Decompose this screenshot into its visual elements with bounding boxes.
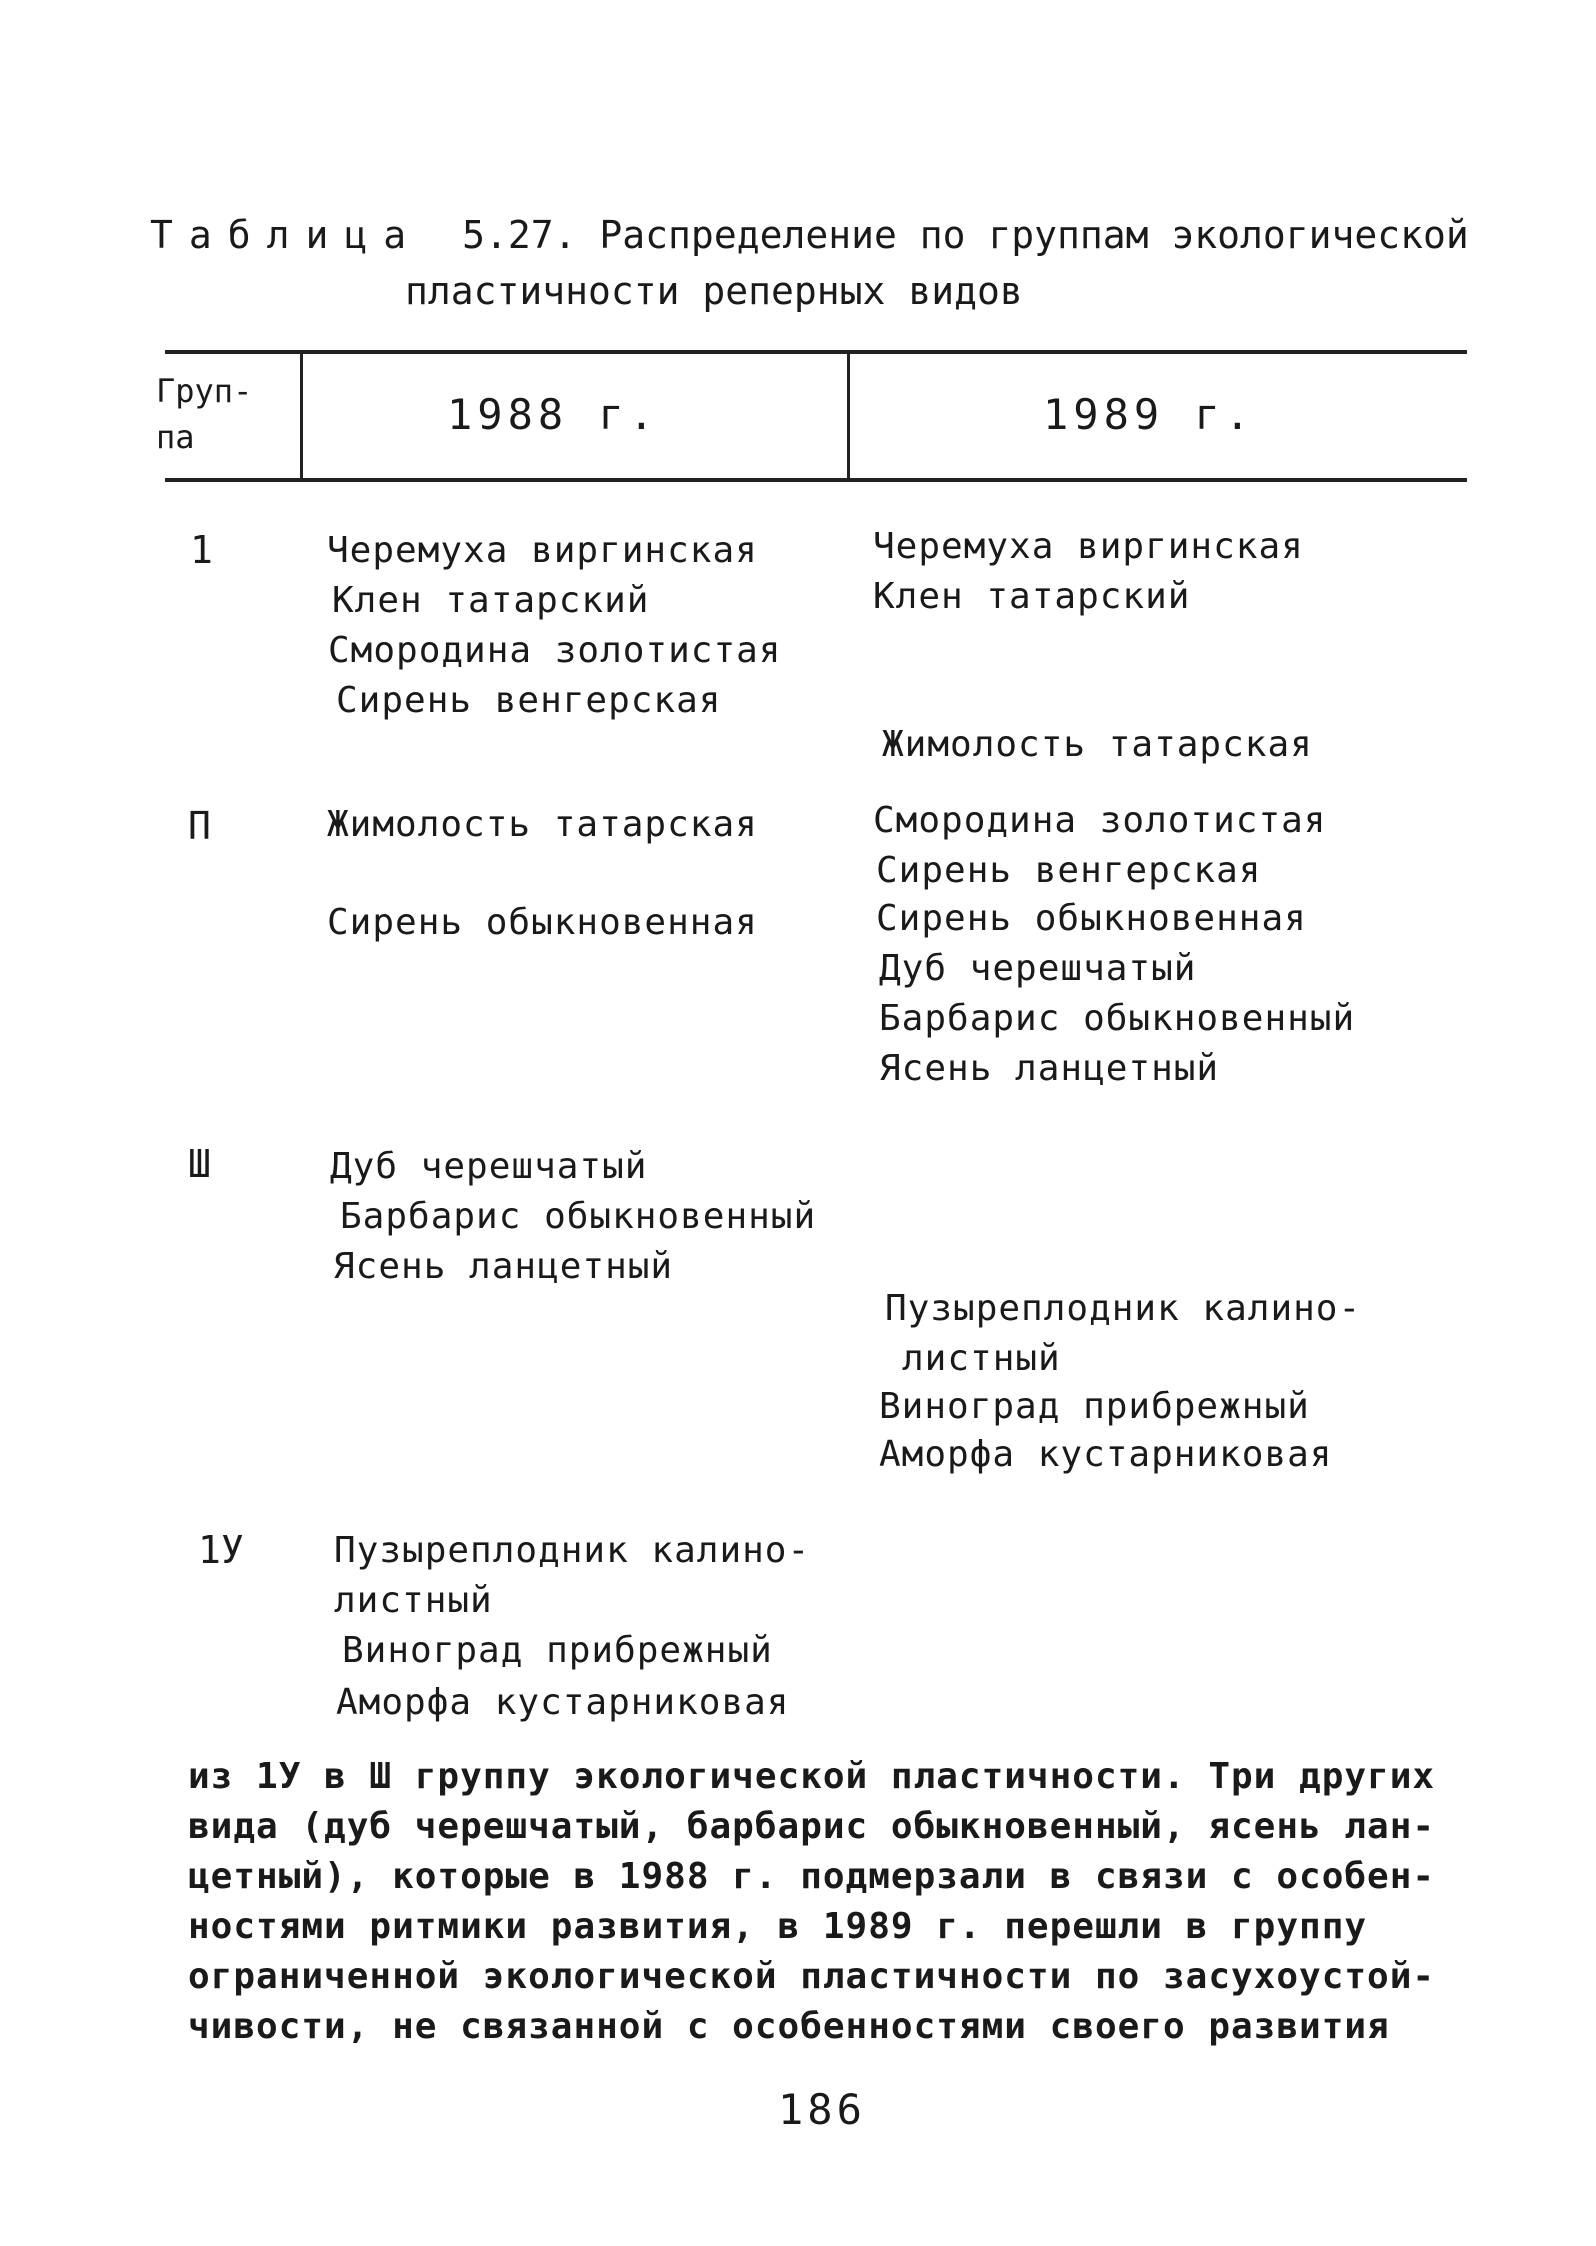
header-group: Груп- па — [156, 372, 253, 456]
species-1989: Сирень обыкновенная — [876, 898, 1307, 939]
table-top-rule — [165, 350, 1467, 354]
paragraph-line: ограниченной экологической пластичности по засухоустой- — [188, 1956, 1436, 1997]
species-1989: Ясень ланцетный — [879, 1048, 1220, 1089]
species-1989: Клен татарский — [873, 576, 1191, 617]
species-1988: Барбарис обыкновенный — [340, 1196, 817, 1237]
species-1988: Смородина золотистая — [328, 630, 782, 671]
species-1988: Клен татарский — [332, 580, 650, 621]
species-1989: Черемуха виргинская — [873, 526, 1304, 567]
species-1989: Сирень венгерская — [876, 850, 1262, 891]
species-1988: Сирень венгерская — [336, 680, 722, 721]
species-1988: Черемуха виргинская — [327, 530, 758, 571]
caption-title-line2: пластичности реперных видов — [405, 269, 1023, 313]
paragraph-line: ностями ритмики развития, в 1989 г. перешли в группу — [188, 1906, 1368, 1947]
group-label-3: Ш — [188, 1142, 211, 1186]
group-label-1: 1 — [190, 528, 213, 572]
page-number: 186 — [778, 2085, 866, 2134]
paragraph-line: цетный), которые в 1988 г. подмерзали в связи с особен- — [188, 1856, 1436, 1897]
species-1989: листный — [902, 1338, 1061, 1379]
species-1989: Смородина золотистая — [873, 800, 1327, 841]
header-year-1988: 1988 г. — [447, 390, 660, 439]
table-caption — [150, 208, 1500, 313]
header-year-1989: 1989 г. — [1043, 390, 1256, 439]
table-header-rule — [165, 478, 1467, 482]
species-1988: Сирень обыкновенная — [327, 902, 758, 943]
species-1988: Аморфа кустарниковая — [336, 1682, 790, 1723]
group-label-4: 1У — [198, 1528, 244, 1572]
species-1988: Виноград прибрежный — [342, 1630, 773, 1671]
paragraph-line: чивости, не связанной с особенностями своего развития — [188, 2006, 1390, 2047]
species-1989: Пузыреплодник калино- — [885, 1288, 1362, 1329]
species-1989: Виноград прибрежный — [879, 1386, 1310, 1427]
species-1989: Жимолость татарская — [882, 724, 1313, 765]
group-label-2: П — [188, 804, 211, 848]
paragraph-line: вида (дуб черешчатый, барбарис обыкновенный, ясень лан- — [188, 1806, 1436, 1847]
species-1988: Дуб черешчатый — [330, 1146, 648, 1187]
species-1989: Барбарис обыкновенный — [879, 998, 1356, 1039]
species-1988: Жимолость татарская — [327, 804, 758, 845]
body-paragraph — [188, 1752, 1473, 2052]
header-divider-1 — [300, 352, 303, 480]
species-1988: Пузыреплодник калино- — [334, 1530, 811, 1571]
paragraph-line: из 1У в Ш группу экологической пластичности. Три других — [188, 1756, 1436, 1797]
caption-label: Таблица — [150, 213, 423, 257]
species-1989: Аморфа кустарниковая — [879, 1434, 1333, 1475]
species-1988: Ясень ланцетный — [333, 1246, 674, 1287]
header-divider-2 — [847, 352, 850, 480]
species-1989: Дуб черешчатый — [879, 948, 1197, 989]
species-1988: листный — [334, 1580, 493, 1621]
caption-title-line1: 5.27. Распределение по группам экологической — [462, 213, 1469, 257]
